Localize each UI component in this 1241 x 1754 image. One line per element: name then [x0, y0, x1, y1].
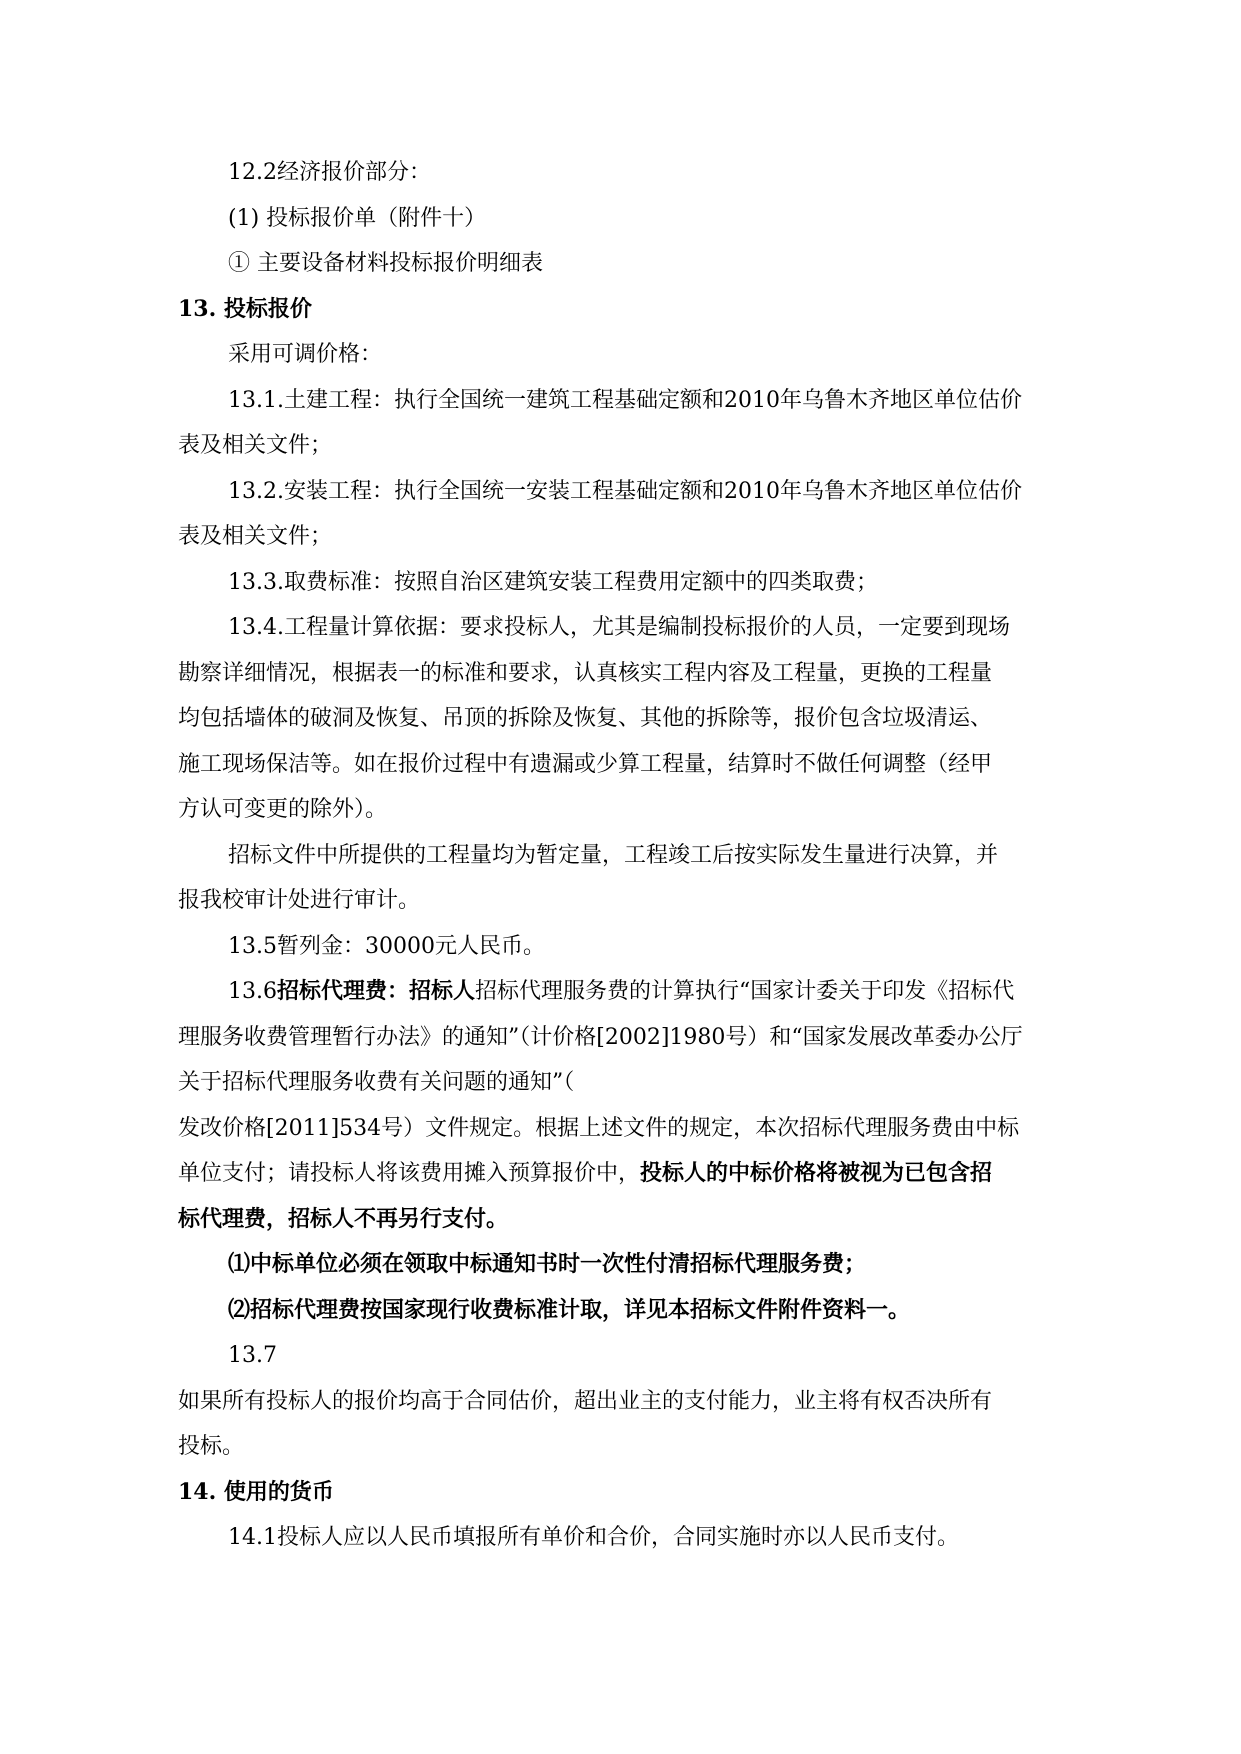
- paragraph-provisional-quantity: 招标文件中所提供的工程量均为暂定量，工程竣工后按实际发生量进行决算，并: [228, 842, 999, 868]
- paragraph-13-6-cont: 发改价格[2011]534号）文件规定。根据上述文件的规定，本次招标代理服务费由中标: [178, 1115, 1020, 1141]
- paragraph-13-4-cont: 均包括墙体的破洞及恢复、吊顶的拆除及恢复、其他的拆除等，报价包含垃圾清运、: [178, 706, 993, 731]
- heading-14: 14. 使用的货币: [178, 1478, 334, 1505]
- paragraph-provisional-quantity-cont: 报我校审计处进行审计。: [178, 888, 421, 913]
- item-bid-price-form: (1) 投标报价单（附件十）: [228, 205, 487, 231]
- paragraph-14-1: 14.1投标人应以人民币填报所有单价和合价，合同实施时亦以人民币支付。: [228, 1525, 959, 1550]
- paragraph-13-1: 13.1.土建工程：执行全国统一建筑工程基础定额和2010年乌鲁木齐地区单位估价: [228, 387, 1022, 413]
- paragraph-13-5: 13.5暂列金：30000元人民币。: [228, 933, 545, 959]
- paragraph-13-4-cont: 方认可变更的除外）。: [178, 797, 388, 822]
- paragraph-adjustable-price: 采用可调价格：: [228, 342, 383, 367]
- item-agency-fee-1: ⑴中标单位必须在领取中标通知书时一次性付清招标代理服务费；: [228, 1251, 867, 1277]
- paragraph-13-2: 13.2.安装工程：执行全国统一安装工程基础定额和2010年乌鲁木齐地区单位估价: [228, 478, 1022, 504]
- paragraph-13-7-cont: 如果所有投标人的报价均高于合同估价，超出业主的支付能力，业主将有权否决所有: [178, 1388, 993, 1414]
- heading-13: 13. 投标报价: [178, 295, 312, 322]
- paragraph-13-1-cont: 表及相关文件；: [178, 433, 333, 458]
- clause-number: 13.6: [228, 979, 277, 1004]
- paragraph-13-4-cont: 勘察详细情况，根据表一的标准和要求，认真核实工程内容及工程量，更换的工程量: [178, 660, 993, 686]
- paragraph-13-6-cont: 关于招标代理服务收费有关问题的通知”（: [178, 1070, 575, 1095]
- paragraph-13-2-cont: 表及相关文件；: [178, 524, 333, 549]
- section-12-2: 12.2经济报价部分：: [228, 160, 431, 185]
- paragraph-13-3: 13.3.取费标准：按照自治区建筑安装工程费用定额中的四类取费；: [228, 569, 878, 595]
- paragraph-13-6-cont: [178, 1151, 1108, 1197]
- paragraph-13-6: [178, 969, 1108, 1015]
- item-equipment-price-list: ① 主要设备材料投标报价明细表: [228, 251, 543, 276]
- paragraph-13-6-cont-bold: 标代理费，招标人不再另行支付。: [178, 1205, 509, 1232]
- paragraph-13-7-cont: 投标。: [178, 1434, 245, 1459]
- paragraph-13-6-cont: 理服务收费管理暂行办法》的通知”（计价格[2002]1980号）和“国家发展改革委办公厅: [178, 1024, 1023, 1050]
- paragraph-13-4: 13.4.工程量计算依据：要求投标人，尤其是编制投标报价的人员，一定要到现场: [228, 615, 1010, 640]
- item-agency-fee-2: ⑵招标代理费按国家现行收费标准计取，详见本招标文件附件资料一。: [228, 1296, 911, 1323]
- agency-fee-label: 招标代理费：招标人: [276, 978, 475, 1004]
- document-page: [178, 150, 1108, 1561]
- paragraph-13-4-cont: 施工现场保洁等。如在报价过程中有遗漏或少算工程量，结算时不做任何调整（经甲: [178, 751, 993, 777]
- payment-text: 单位支付；请投标人将该费用摊入预算报价中，: [178, 1161, 641, 1186]
- agency-fee-text: 招标代理服务费的计算执行“国家计委关于印发《招标代: [475, 979, 1015, 1004]
- payment-bold-text: 投标人的中标价格将被视为已包含招: [640, 1160, 993, 1186]
- paragraph-13-7: 13.7: [228, 1343, 277, 1368]
